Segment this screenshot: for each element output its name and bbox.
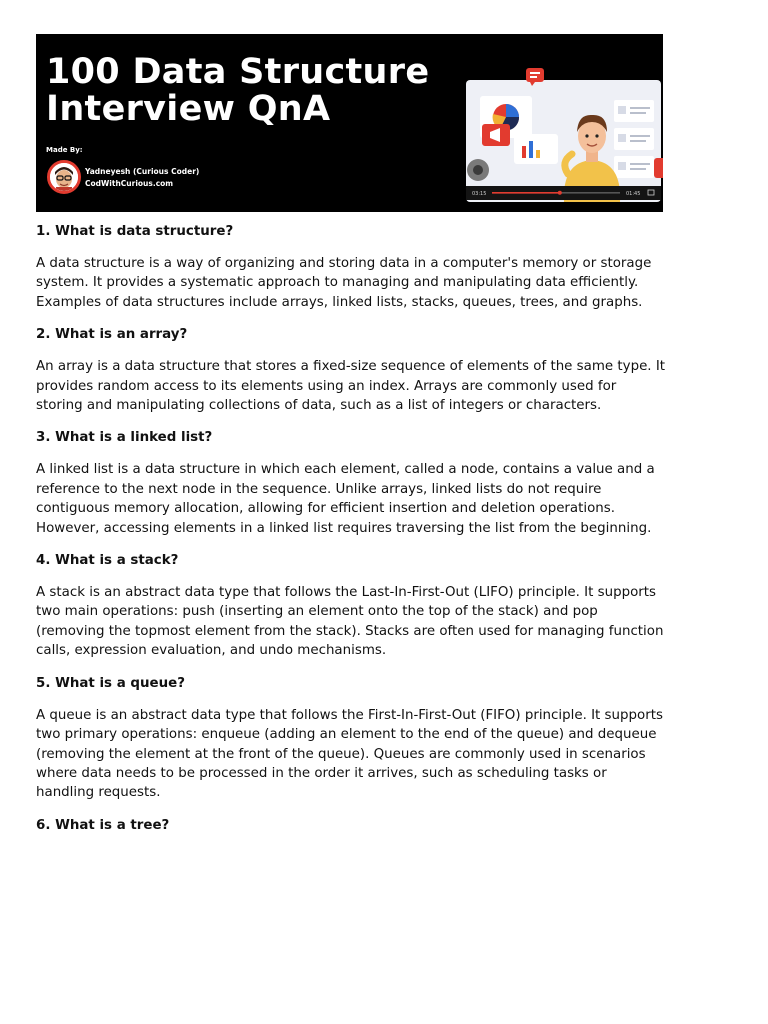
answer-1: A data structure is a way of organizing and storing data in a computer's memory or storage system. It provides a systematic approach to managing and manipulating data efficiently. Examples of data structures include arrays, linked lists, stacks, queues, trees, and graphs. [36, 256, 652, 310]
author-name: Yadneyesh (Curious Coder) [85, 167, 200, 176]
question-3: 3. What is a linked list? [36, 430, 213, 446]
author-info [85, 166, 199, 190]
megaphone-badge-icon [482, 124, 510, 146]
question-5: 5. What is a queue? [36, 675, 185, 691]
answer-4: A stack is an abstract data type that follows the Last-In-First-Out (LIFO) principle. It supports two main operations: push (inserting an element onto the top of the stack) and pop (removing the topmost element from the stack). Stacks are often used for managing function calls, expression evaluation, and undo mechanisms. [36, 585, 664, 659]
answer-3: A linked list is a data structure in which each element, called a node, contains a value and a reference to the next node in the sequence. Unlike arrays, linked lists do not require contiguous memory allocation, allowing for efficient insertion and deletion operations. However, accessing elements in a linked list requires traversing the list from the beginning. [36, 462, 655, 536]
video-progress-fill [492, 192, 560, 194]
gear-badge-icon [467, 159, 489, 181]
question-1: 1. What is data structure? [36, 224, 234, 239]
video-progress-knob [558, 191, 562, 195]
made-by-label: Made By: [46, 146, 83, 154]
video-time-current: 03:15 [472, 191, 487, 197]
qna-content [36, 222, 666, 848]
banner-title-line-2: Interview QnA [46, 89, 331, 129]
banner-title-line-1: 100 Data Structure [46, 52, 430, 92]
answer-5: A queue is an abstract data type that follows the First-In-First-Out (FIFO) principle. It supports two primary operations: enqueue (adding an element to the end of the queue) and dequeue (removing the element at the front of the queue). Queues are commonly used in scenarios where data needs to be processed in the order it arrives, such as scheduling tasks or handling requests. [36, 707, 663, 801]
question-4: 4. What is a stack? [36, 553, 179, 569]
video-time-total: 01:45 [626, 191, 641, 197]
question-2: 2. What is an array? [36, 327, 188, 343]
text-cards [614, 100, 654, 178]
side-badge-icon [654, 158, 663, 178]
answer-2: An array is a data structure that stores a fixed-size sequence of elements of the same type. It provides random access to its elements using an index. Arrays are commonly used for storing and manipulating collections of data, such as a list of integers or characters. [36, 359, 666, 414]
bar-card-shape [514, 134, 558, 164]
author-site: CodWithCurious.com [85, 179, 174, 188]
question-6: 6. What is a tree? [36, 817, 170, 833]
author-avatar [47, 160, 81, 194]
banner-title [46, 54, 429, 128]
avatar-face-icon [50, 163, 78, 191]
presentation-illustration [444, 62, 663, 212]
header-banner [36, 34, 663, 212]
